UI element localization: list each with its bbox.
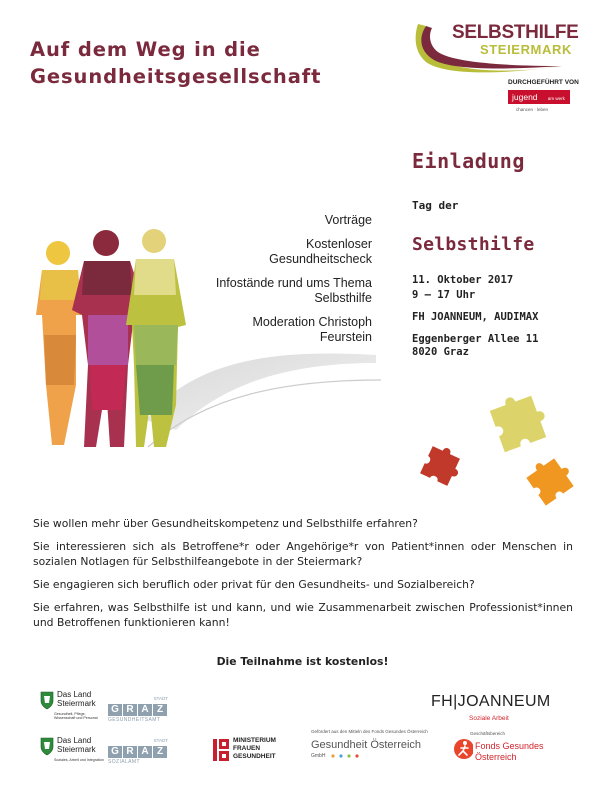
- graz-letter: G: [108, 704, 122, 716]
- gesundheit-oesterreich-logo: Gesundheit Österreich: [311, 739, 422, 751]
- fgoe-name-line-2: Österreich: [475, 752, 517, 762]
- land-title: Das Land Steiermark: [57, 690, 96, 708]
- free-participation-note: Die Teilnahme ist kostenlos!: [216, 655, 389, 668]
- steiermark-crest-icon: [40, 690, 54, 710]
- graz-letter: Z: [153, 746, 167, 758]
- graz-stadt-label: STADT: [153, 696, 168, 701]
- body-paragraph: Sie erfahren, was Selbsthilfe ist und kann, und wie Zusammenarbeit zwischen Professionist*innen und Betroffenen funktionieren kann!: [33, 601, 573, 629]
- program-item: Moderation Christoph Feurstein: [252, 315, 372, 344]
- selbsthilfe-logo: [412, 22, 582, 122]
- land-steiermark-logo-health: [40, 690, 96, 726]
- am-werk-word: am werk: [547, 96, 565, 101]
- fh-joanneum-logo: FH|JOANNEUM: [431, 693, 551, 710]
- ministry-logo-icon: [211, 737, 231, 763]
- graz-wordmark: [108, 704, 168, 716]
- puzzle-piece-red-icon: [420, 442, 466, 488]
- land-department: Soziales, Arbeit und Integration: [54, 758, 104, 762]
- fgoe-name-line-1: Fonds Gesundes: [475, 741, 544, 751]
- graz-stadt-label: STADT: [153, 738, 168, 743]
- puzzle-piece-yellow-icon: [488, 388, 552, 452]
- land-steiermark-logo-social: [40, 736, 104, 772]
- graz-letter: A: [138, 746, 152, 758]
- graz-letter: R: [123, 746, 137, 758]
- puzzle-piece-orange-icon: [523, 451, 578, 506]
- land-department: Gesundheit, Pflege, Wissenschaft und Personal: [54, 712, 98, 720]
- graz-department: SOZIALAMT: [108, 759, 140, 765]
- program-item: Kostenloser Gesundheitscheck: [269, 237, 372, 266]
- logo-title: SELBSTHILFE: [452, 22, 579, 43]
- title-line-1: Auf dem Weg in die: [30, 38, 261, 61]
- day-of-label: Tag der: [412, 199, 459, 212]
- logo-subtitle: STEIERMARK: [480, 42, 572, 57]
- page-title: [30, 36, 390, 90]
- program-item: Vorträge: [324, 213, 372, 227]
- ministry-name: MINISTERIUM FRAUEN GESUNDHEIT: [233, 737, 276, 760]
- body-paragraph: Sie wollen mehr über Gesundheitskompetenz und Selbsthilfe erfahren?: [33, 517, 418, 530]
- body-paragraph: Sie engagieren sich beruflich oder privat für den Gesundheits- und Sozialbereich?: [33, 578, 475, 591]
- title-line-2: Gesundheitsgesellschaft: [30, 65, 322, 88]
- fh-department: Soziale Arbeit: [469, 715, 509, 722]
- graz-gesundheitsamt-logo: [108, 696, 168, 726]
- graz-department: GESUNDHEITSAMT: [108, 717, 161, 723]
- jugend-am-werk-logo: [508, 90, 570, 104]
- fgoe-figure-icon: [453, 738, 473, 760]
- jugend-tagline: chancen · leben: [516, 107, 549, 112]
- goe-gmbh-label: GmbH: [311, 753, 326, 759]
- graz-letter: G: [108, 746, 122, 758]
- funding-note: Gefördert aus den Mitteln des Fonds Gesundes Österreich: [311, 729, 428, 734]
- graz-wordmark: [108, 746, 168, 758]
- puzzle-person-left: [36, 241, 82, 445]
- event-time: 9 – 17 Uhr: [412, 289, 476, 301]
- graz-sozialamt-logo: [108, 738, 168, 768]
- program-list: [200, 213, 372, 354]
- steiermark-crest-icon: [40, 736, 54, 756]
- event-city: 8020 Graz: [412, 346, 469, 358]
- body-text: [33, 516, 573, 638]
- land-title: Das Land Steiermark: [57, 736, 96, 754]
- program-item: Infostände rund ums Thema Selbsthilfe: [215, 276, 372, 305]
- graz-letter: Z: [153, 704, 167, 716]
- goe-dots-icon: [330, 753, 360, 759]
- event-venue: FH JOANNEUM, AUDIMAX: [412, 311, 539, 323]
- invitation-heading: Einladung: [412, 149, 525, 173]
- fgoe-label: Geschäftsbereich: [470, 731, 506, 736]
- graz-letter: A: [138, 704, 152, 716]
- event-name: Selbsthilfe: [412, 234, 535, 255]
- graz-letter: R: [123, 704, 137, 716]
- puzzle-pieces-decoration: [410, 380, 580, 510]
- carried-out-by-label: DURCHGEFÜHRT VON: [508, 79, 579, 86]
- jugend-word: jugend: [512, 92, 538, 102]
- body-paragraph: Sie interessieren sich als Betroffene*r oder Angehörige*r von Patient*innen oder Menschen in sozialen Notlagen für Selbsthilfeangebote in der Steiermark?: [33, 540, 573, 568]
- event-date: 11. Oktober 2017: [412, 274, 514, 286]
- event-street: Eggenberger Allee 11: [412, 333, 539, 345]
